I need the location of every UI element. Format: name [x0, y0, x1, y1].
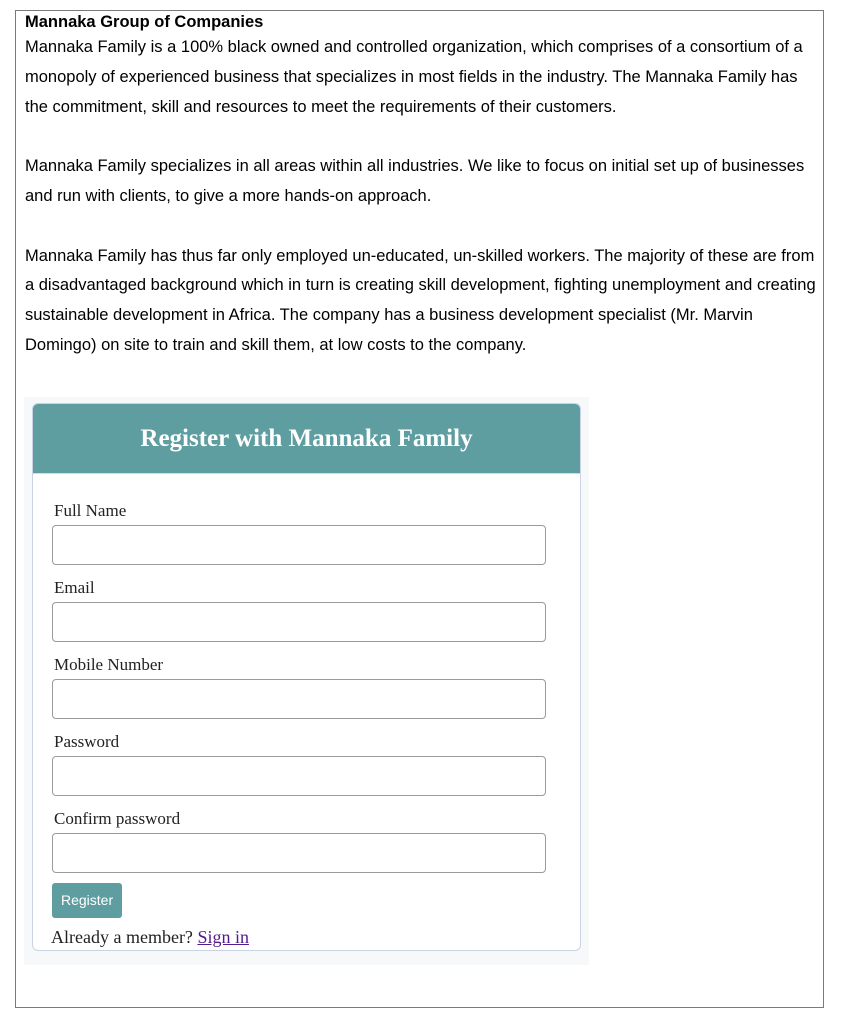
full-name-label: Full Name: [54, 501, 127, 520]
sign-in-link[interactable]: Sign in: [197, 927, 249, 947]
password-label: Password: [54, 732, 120, 751]
document-content: [25, 11, 820, 361]
confirm-password-input[interactable]: [52, 833, 546, 873]
intro-paragraph: Mannaka Family is a 100% black owned and controlled organization, which comprises of a consortium of a monopoly of experienced business that specializes in most fields in the industry. The Mannaka Family has the commitment, skill and resources to meet the requirements of their customers.: [25, 38, 803, 116]
form-heading: Register with Mannaka Family: [140, 424, 473, 452]
member-prompt: [51, 927, 580, 948]
mobile-number-label: Mobile Number: [54, 655, 164, 674]
full-name-input[interactable]: [52, 525, 546, 565]
email-input[interactable]: [52, 602, 546, 642]
password-input[interactable]: [52, 756, 546, 796]
form-header: [33, 404, 580, 474]
form-body: [33, 474, 580, 948]
registration-form: [32, 403, 581, 951]
register-button[interactable]: Register: [52, 883, 122, 918]
member-prompt-text: Already a member?: [51, 927, 193, 947]
email-label: Email: [54, 578, 95, 597]
confirm-password-label: Confirm password: [54, 809, 181, 828]
registration-form-container: [24, 397, 589, 965]
document-title: Mannaka Group of Companies: [25, 13, 264, 31]
services-paragraph: Mannaka Family specializes in all areas within all industries. We like to focus on initial set up of businesses and run with clients, to give a more hands-on approach.: [25, 157, 805, 205]
mobile-number-input[interactable]: [52, 679, 546, 719]
workforce-paragraph: Mannaka Family has thus far only employed un-educated, un-skilled workers. The majority of these are from a disadvantaged background which in turn is creating skill development, fighting unemployment and creating sustainable development in Africa. The company has a business development specialist (Mr. Marvin Domingo) on site to train and skill them, at low costs to the company.: [25, 246, 816, 354]
